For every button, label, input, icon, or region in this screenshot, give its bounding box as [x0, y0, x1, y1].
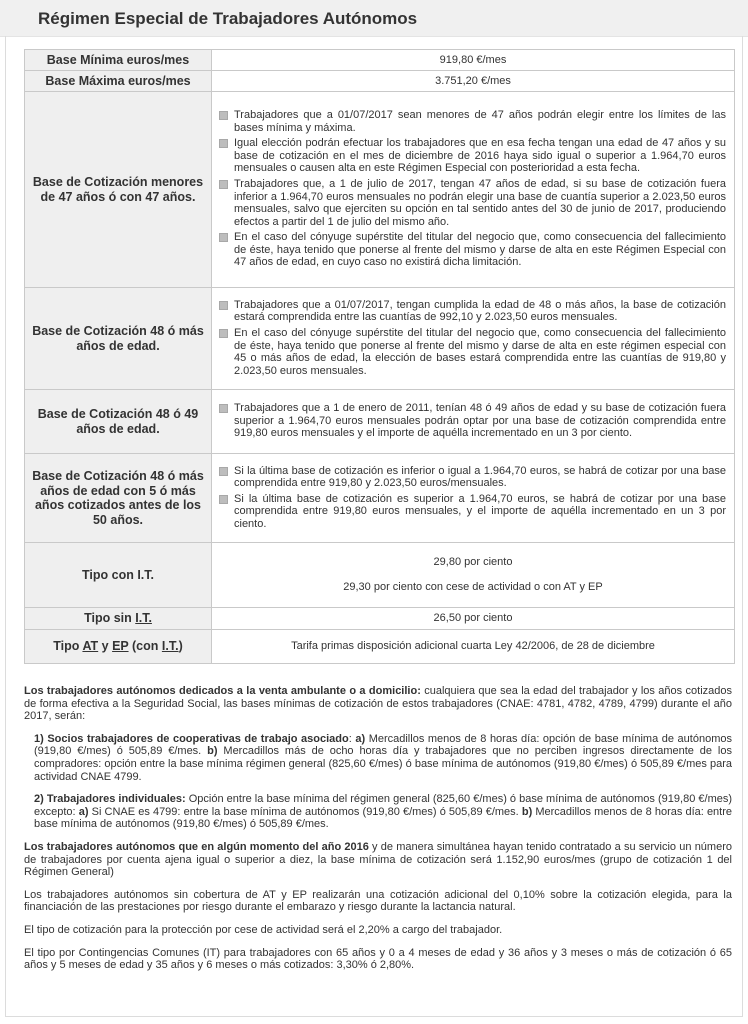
table-row: [25, 543, 735, 608]
abbr-at: AT: [82, 639, 99, 654]
bullet-icon: [219, 180, 228, 189]
row-value: 3.751,20 €/mes: [212, 71, 735, 92]
list-item: Si la última base de cotización es superior a 1.964,70 euros, se habrá de cotizar por una base comprendida entre 919,80 euros mensuales, y el importe de aquélla incrementado en un 3 por ciento.: [216, 493, 726, 531]
row-content: [212, 454, 735, 543]
table-row: [25, 390, 735, 454]
bullet-list: [216, 402, 726, 440]
list-item: Igual elección podrán efectuar los trabajadores que en esa fecha tengan una edad de 47 años y su base de cotización en el mes de diciembre de 2016 haya sido igual o superior a 1.964,70 euros mensuales o causen alta en este Régimen Especial con posterioridad a esta fecha.: [216, 137, 726, 175]
table-row: [25, 288, 735, 390]
table-row: [25, 608, 735, 630]
abbr-it: I.T.: [135, 611, 152, 626]
row-label: Base Mínima euros/mes: [25, 50, 212, 71]
value-line: 29,80 por ciento: [433, 556, 513, 569]
row-value: Tarifa primas disposición adicional cuarta Ley 42/2006, de 28 de diciembre: [212, 630, 735, 664]
row-label: Base de Cotización menores de 47 años ó con 47 años.: [25, 92, 212, 288]
table-row: [25, 50, 735, 71]
table-row: [25, 454, 735, 543]
bullet-icon: [219, 111, 228, 120]
value-line: 29,30 por ciento con cese de actividad o con AT y EP: [343, 581, 603, 593]
row-value: [212, 543, 735, 608]
note-paragraph: Los trabajadores autónomos sin cobertura de AT y EP realizarán una cotización adicional del 0,10% sobre la cotización elegida, para la financiación de las prestaciones por riesgo durante el embarazo y riesgo durante la lactancia natural.: [24, 888, 732, 914]
notes-section: [24, 685, 732, 982]
table-row: [25, 630, 735, 664]
list-item: En el caso del cónyuge supérstite del titular del negocio que, como consecuencia del fallecimiento de éste, haya tenido que ponerse al frente del mismo y darse de alta en este régimen especial con 45 o más años de edad, la elección de bases estará comprendida entre las cuantías de 919,80 y 2.023,50 euros mensuales.: [216, 327, 726, 377]
note-paragraph: 2) Trabajadores individuales: Opción entre la base mínima del régimen general (825,60 €/mes) ó base mínima de autónomos (919,80 €/mes) excepto: a) Si CNAE es 4799: entre la base mínima de autónomos (919,80 €/mes) ó 505,89 €/mes. b) Mercadillos menos de 8 horas día: entre base mínima de autónomos (919,80 €/mes) ó 505,89 €/mes.: [34, 793, 733, 831]
page-title: Régimen Especial de Trabajadores Autónomos: [38, 9, 418, 28]
row-label: Base Máxima euros/mes: [25, 71, 212, 92]
list-item: Trabajadores que a 01/07/2017 sean menores de 47 años podrán elegir entre los límites de las bases mínima y máxima.: [216, 109, 726, 134]
note-paragraph: Los trabajadores autónomos dedicados a la venta ambulante o a domicilio: cualquiera que sea la edad del trabajador y los años cotizados de forma efectiva a la Seguridad Social, las bases mínimas de cotización de estos trabajadores (CNAE: 4781, 4782, 4789, 4799) durante el año 2017, serán:: [24, 685, 732, 723]
table-row: [25, 71, 735, 92]
row-label: Base de Cotización 48 ó más años de edad.: [25, 288, 212, 390]
note-paragraph: Los trabajadores autónomos que en algún momento del año 2016 y de manera simultánea hayan tenido contratado a su servicio un número de trabajadores por cuenta ajena igual o superior a diez, la base mínima de cotización será 1.152,90 euros/mes (grupo de cotización 1 del Régimen General): [24, 840, 732, 879]
list-item: Trabajadores que, a 1 de julio de 2017, tengan 47 años de edad, si su base de cotización fuera inferior a 1.964,70 euros mensuales no podrán elegir una base de cuantía superior a 2.023,50 euros mensuales, salvo que ejerciten su opción en tal sentido antes del 30 de junio de 2017, produciendo efectos a partir del 1 de julio del mismo año.: [216, 178, 726, 228]
list-item: Trabajadores que a 01/07/2017, tengan cumplida la edad de 48 o más años, la base de cotización estará comprendida entre las cuantías de 992,10 y 2.023,50 euros mensuales.: [216, 299, 726, 324]
row-content: [212, 390, 735, 454]
row-label: Tipo con I.T.: [25, 543, 212, 608]
row-value: 26,50 por ciento: [212, 608, 735, 630]
bullet-icon: [219, 329, 228, 338]
header-bar: [0, 0, 748, 37]
list-item: Trabajadores que a 1 de enero de 2011, tenían 48 ó 49 años de edad y su base de cotización fuera superior a 1.964,70 euros mensuales podrán optar por una base de cotización comprendida entre 919,80 euros mensuales y el importe de aquélla incrementado en un 3 por ciento.: [216, 402, 726, 440]
row-content: [212, 92, 735, 288]
note-paragraph: 1) Socios trabajadores de cooperativas de trabajo asociado: a) Mercadillos menos de 8 horas día: opción de base mínima de autónomos (919,80 €/mes) ó 505,89 €/mes. b) Mercadillos más de ocho horas día y trabajadores que no perciben ingresos directamente de los compradores: opción entre la base mínima régimen general (825,60 €/mes) ó base mínima de autónomos (919,80 €/mes) ó 505,89 €/mes para actividad CNAE 4799.: [34, 732, 732, 783]
bullet-icon: [219, 467, 228, 476]
abbr-ep: EP: [112, 639, 129, 654]
bullet-list: [216, 465, 726, 531]
row-label: Tipo AT y EP (con I.T.): [25, 630, 212, 664]
row-content: [212, 288, 735, 390]
row-value: 919,80 €/mes: [212, 50, 735, 71]
note-paragraph: El tipo por Contingencias Comunes (IT) para trabajadores con 65 años y 0 a 4 meses de edad y 36 años y 3 meses o más de cotización ó 65 años y 5 meses de edad y 35 años y 6 meses o más cotizados: 3,30% ó 2,80%.: [24, 946, 732, 972]
bullet-icon: [219, 301, 228, 310]
row-label: Base de Cotización 48 ó más años de edad con 5 ó más años cotizados antes de los 50 años.: [25, 454, 212, 543]
bullet-list: [216, 109, 726, 269]
rates-table: [24, 49, 735, 664]
bullet-icon: [219, 495, 228, 504]
bullet-list: [216, 299, 726, 378]
note-paragraph: El tipo de cotización para la protección por cese de actividad será el 2,20% a cargo del trabajador.: [24, 923, 503, 936]
bullet-icon: [219, 139, 228, 148]
table-row: [25, 92, 735, 288]
bullet-icon: [219, 233, 228, 242]
row-label: Tipo sin I.T.: [25, 608, 212, 630]
list-item: Si la última base de cotización es inferior o igual a 1.964,70 euros, se habrá de cotizar por una base comprendida entre 919,80 y 2.023,50 euros/mensuales.: [216, 465, 726, 490]
list-item: En el caso del cónyuge supérstite del titular del negocio que, como consecuencia del fallecimiento de éste, haya tenido que ponerse al frente del mismo y darse de alta en este Régimen Especial con 47 años de edad, en cuyo caso no existirá dicha limitación.: [216, 231, 726, 269]
row-label: Base de Cotización 48 ó 49 años de edad.: [25, 390, 212, 454]
bullet-icon: [219, 404, 228, 413]
abbr-it: I.T.: [161, 639, 179, 654]
